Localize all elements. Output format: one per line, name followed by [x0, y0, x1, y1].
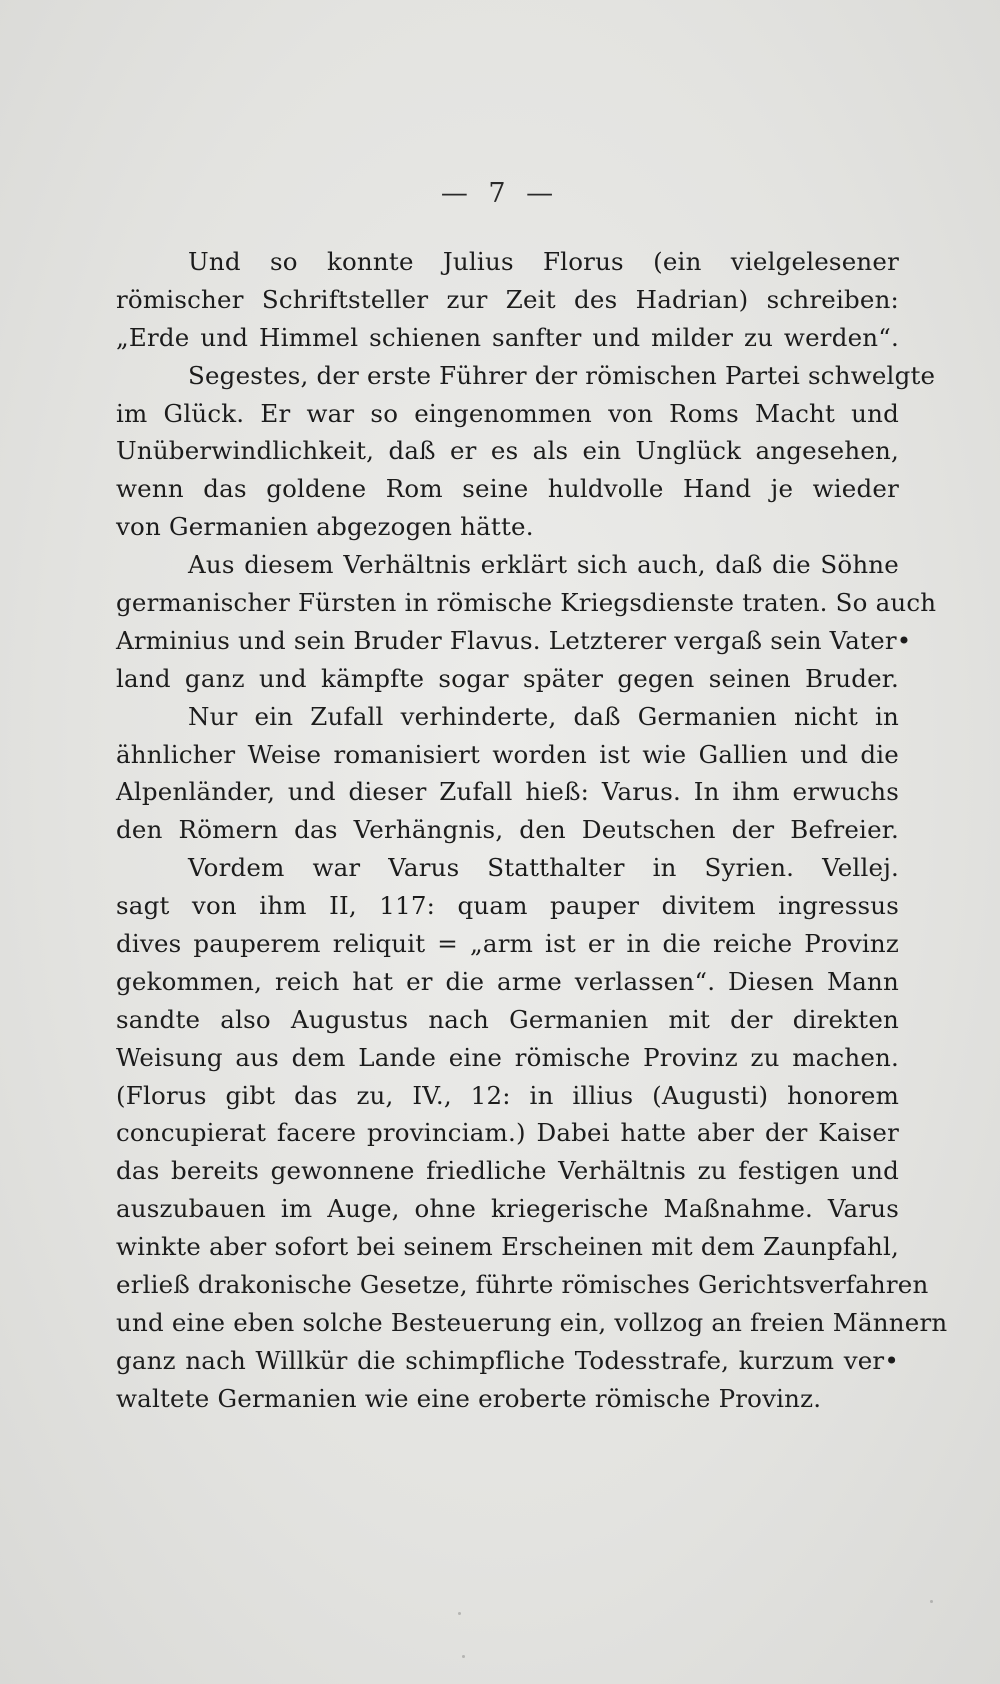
body-text: [116, 243, 948, 1418]
text-line: römischer Schriftsteller zur Zeit des Hadrian) schreiben:: [116, 284, 899, 314]
text-line: (Florus gibt das zu, IV., 12: in illius (Augusti) honorem: [116, 1080, 899, 1110]
paper-speck: [462, 1655, 465, 1658]
text-line: das bereits gewonnene friedliche Verhältnis zu festigen und: [116, 1156, 899, 1186]
text-line: germanischer Fürsten in römische Kriegsdienste traten. So auch: [116, 588, 937, 618]
text-line: concupierat facere provinciam.) Dabei hatte aber der Kaiser: [116, 1118, 899, 1148]
text-line: Und so konnte Julius Florus (ein vielgelesener: [188, 247, 899, 276]
text-line: sandte also Augustus nach Germanien mit der direkten: [116, 1004, 899, 1034]
text-line: land ganz und kämpfte sogar später gegen seinen Bruder.: [116, 663, 899, 693]
text-line: sagt von ihm II, 117: quam pauper divitem ingressus: [116, 891, 899, 921]
paper-speck: [458, 1612, 461, 1615]
text-line: auszubauen im Auge, ohne kriegerische Maßnahme. Varus: [116, 1194, 899, 1224]
text-line: Arminius und sein Bruder Flavus. Letzterer vergaß sein Vater•: [116, 625, 912, 655]
text-line: Nur ein Zufall verhinderte, daß Germanien nicht in: [188, 701, 899, 731]
text-line: Segestes, der erste Führer der römischen Partei schwelgte: [188, 360, 936, 390]
text-line: Unüberwindlichkeit, daß er es als ein Unglück angesehen,: [116, 436, 899, 466]
text-line: ähnlicher Weise romanisiert worden ist wie Gallien und die: [116, 739, 899, 769]
text-line: von Germanien abgezogen hätte.: [116, 512, 534, 542]
text-line: Alpenländer, und dieser Zufall hieß: Varus. In ihm erwuchs: [116, 777, 899, 807]
text-line: ganz nach Willkür die schimpfliche Todesstrafe, kurzum ver•: [116, 1345, 899, 1375]
text-line: Vordem war Varus Statthalter in Syrien. Vellej.: [188, 853, 899, 883]
text-line: Aus diesem Verhältnis erklärt sich auch, daß die Söhne: [188, 550, 899, 580]
text-line: waltete Germanien wie eine eroberte römische Provinz.: [116, 1383, 822, 1413]
text-line: „Erde und Himmel schienen sanfter und milder zu werden“.: [116, 322, 899, 352]
text-line: den Römern das Verhängnis, den Deutschen der Befreier.: [116, 815, 899, 845]
text-line: wenn das goldene Rom seine huldvolle Hand je wieder: [116, 474, 899, 504]
page-number: — 7 —: [440, 178, 560, 209]
text-line: im Glück. Er war so eingenommen von Roms Macht und: [116, 398, 899, 428]
text-line: winkte aber sofort bei seinem Erscheinen mit dem Zaunpfahl,: [116, 1232, 899, 1262]
paper-speck: [930, 1600, 933, 1603]
text-line: erließ drakonische Gesetze, führte römisches Gerichtsverfahren: [116, 1270, 929, 1300]
text-line: Weisung aus dem Lande eine römische Provinz zu machen.: [116, 1042, 899, 1072]
text-line: gekommen, reich hat er die arme verlassen“. Diesen Mann: [116, 966, 899, 996]
text-line: dives pauperem reliquit = „arm ist er in die reiche Provinz: [116, 929, 899, 959]
text-line: und eine eben solche Besteuerung ein, vollzog an freien Männern: [116, 1307, 948, 1337]
